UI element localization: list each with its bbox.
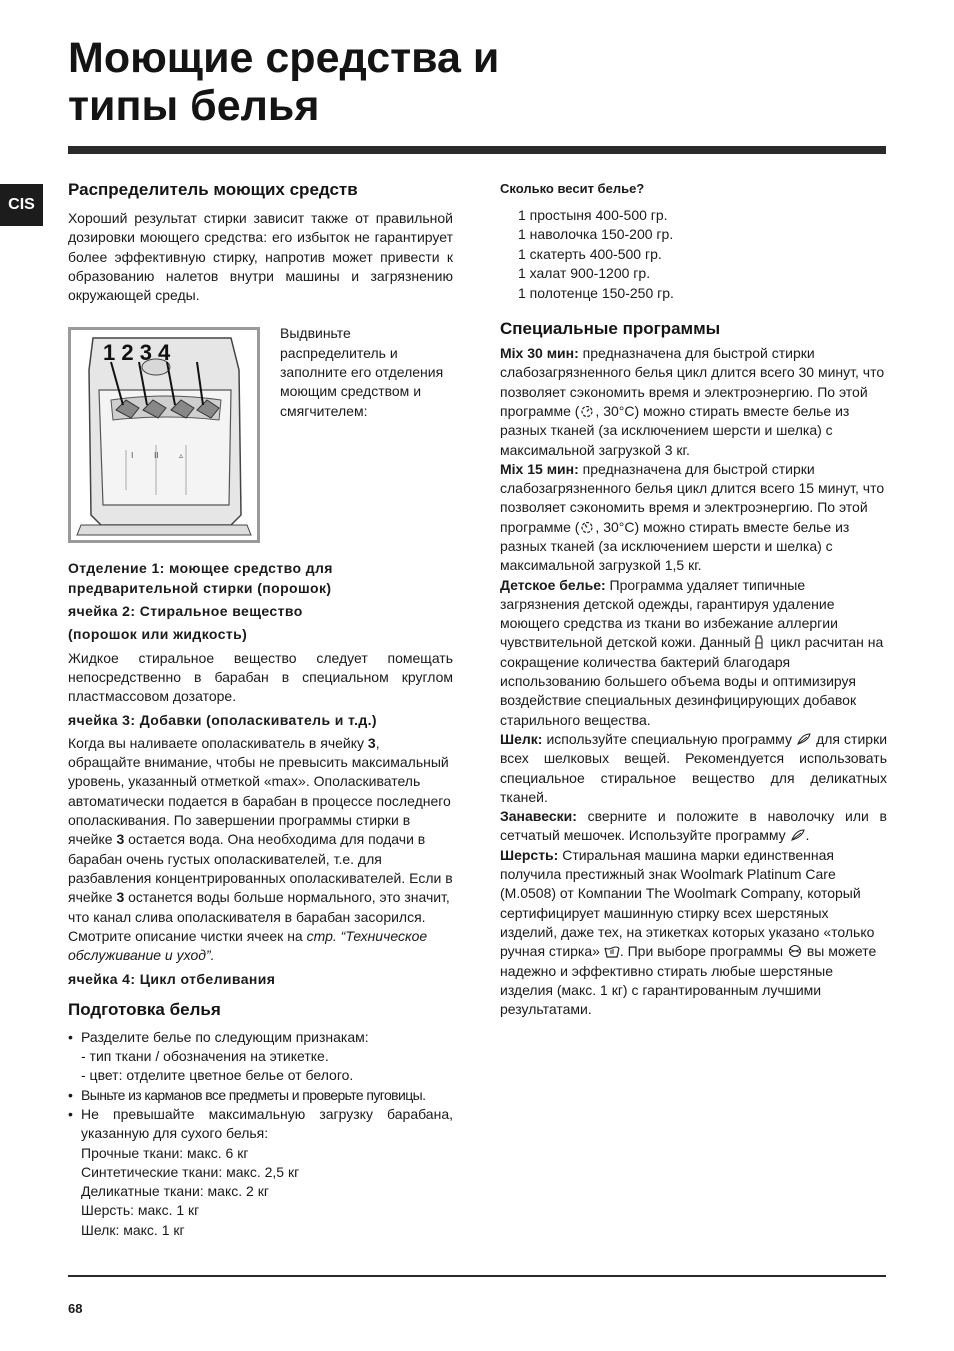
svg-text:▵: ▵ xyxy=(179,451,184,461)
mix15-text: , 30°C) можно стирать вместе белье из разных тканей (за исключением шерсти и шелка) с максимальной загрузкой 1,5 кг. xyxy=(500,518,850,574)
weight-heading: Сколько весит белье? xyxy=(500,181,645,196)
compartment-number: 3 xyxy=(116,889,125,906)
list-item-text: Деликатные ткани: макс. 2 кг xyxy=(81,1183,269,1200)
mix30-paragraph xyxy=(500,344,887,460)
page-title-line-1: Моющие средства и xyxy=(68,34,500,82)
preparation-heading: Подготовка белья xyxy=(68,999,221,1019)
list-item-text: Шерсть: макс. 1 кг xyxy=(81,1202,200,1219)
list-item: 1 халат 900-1200 гр. xyxy=(518,265,651,282)
mix-timer-icon xyxy=(579,520,595,534)
mix30-text: , 30°C) можно стирать вместе белье из разных тканей (за исключением шерсти и шелка) с максимальной загрузкой 3 кг. xyxy=(500,402,850,458)
mix15-paragraph xyxy=(500,460,887,576)
list-item: • Не превышайте максимальную загрузку барабана, указанную для сухого белья: Прочные ткани: макс. 6 кг Синтетические ткани: макс. 2,5 кг Деликатные ткани: макс. 2 кг Шерсть: макс. 1 кг Шелк: макс. 1 кг xyxy=(68,1105,453,1240)
wool-text: вы можете надежно и эффективно стирать любые шерстяные изделия (макс. 1 кг) с гарантированным лучшими результатами. xyxy=(500,943,877,1018)
list-item-text: Прочные ткани: макс. 6 кг xyxy=(81,1144,249,1161)
language-tab: CIS xyxy=(0,184,43,226)
compartment-4-title: ячейка 4: Цикл отбеливания xyxy=(68,971,276,988)
compartment-number: 3 xyxy=(116,831,125,848)
compartment-3-text xyxy=(68,734,453,966)
compartment-3-title: ячейка 3: Добавки (ополаскиватель и т.д.) xyxy=(68,711,377,728)
wool-text: . При выборе программы xyxy=(619,943,784,960)
silk-text: используйте специальную программу xyxy=(542,730,792,747)
wool-paragraph xyxy=(500,846,887,1020)
list-item-text: - тип ткани / обозначения на этикетке. xyxy=(81,1048,329,1065)
right-column xyxy=(500,178,887,1019)
baby-bottle-icon xyxy=(751,635,767,649)
baby-label: Детское белье: xyxy=(500,576,606,593)
baby-text: Программа удаляет типичные загрязнения детской одежды, гарантируя удаление моющего средства из ткани во избежание аллергии чувствительной детской кожи. Данный xyxy=(500,576,838,651)
dispenser-heading: Распределитель моющих средств xyxy=(68,180,358,199)
list-item: • Выньте из карманов все предметы и проверьте пуговицы. xyxy=(68,1086,453,1105)
compartment-3-text-part: остается вода. Она необходима для подачи в барабан очень густых ополаскивателей, т.е. для разбавления концентрированных ополаскивателей. Если в ячейке xyxy=(68,831,453,906)
silk-feather-icon xyxy=(796,732,812,746)
mix15-label: Mix 15 мин: xyxy=(500,460,579,477)
mix30-label: Mix 30 мин: xyxy=(500,345,579,362)
baby-text: цикл расчитан на сокращение количества бактерий благодаря использованию большего объема воды и оптимизируя воздействие специальных дезинфицирующих добавок старильного вещества. xyxy=(500,634,884,728)
compartment-numbers: 1 2 3 4 xyxy=(103,340,171,366)
list-item-text: Не превышайте максимальную загрузку барабана, указанную для сухого белья: xyxy=(81,1105,453,1142)
bottom-rule xyxy=(68,1275,886,1277)
curtains-label: Занавески: xyxy=(500,808,577,825)
silk-feather-icon xyxy=(790,828,806,842)
detergent-drawer-illustration xyxy=(71,330,257,540)
silk-paragraph xyxy=(500,730,887,807)
list-item: 1 наволочка 150-200 гр. xyxy=(518,226,674,243)
special-programs-heading: Специальные программы xyxy=(500,319,721,339)
list-item-text: Разделите белье по следующим признакам: xyxy=(81,1028,369,1045)
wool-ball-icon xyxy=(787,944,803,958)
list-item-text: Синтетические ткани: макс. 2,5 кг xyxy=(81,1163,300,1180)
silk-text: для стирки всех шелковых вещей. Рекомендуется использовать специальное стиральное вещество для деликатных тканей. xyxy=(500,730,888,805)
page-number: 68 xyxy=(68,1301,83,1316)
curtains-text: . xyxy=(805,827,810,844)
list-item: 1 полотенце 150-250 гр. xyxy=(518,284,674,301)
compartment-1-title: Отделение 1: моющее средство для предварительной стирки (порошок) xyxy=(68,560,333,596)
wool-label: Шерсть: xyxy=(500,846,559,863)
list-item-text: - цвет: отделите цветное белье от белого. xyxy=(81,1067,354,1084)
hand-wash-tub-icon xyxy=(604,944,620,958)
compartment-2-title-line-1: ячейка 2: Стиральное вещество xyxy=(68,603,303,620)
compartment-2-title-line-2: (порошок или жидкость) xyxy=(68,626,248,643)
weights-list xyxy=(500,206,887,303)
dispenser-intro: Хороший результат стирки зависит также от правильной дозировки моющего средства: его избыток не гарантирует более эффективную стирку, напротив может привести к образованию налетов внутри машины и загрязнению окружающей среды. xyxy=(68,210,453,304)
compartment-number: 3 xyxy=(367,734,376,751)
curtains-paragraph xyxy=(500,807,887,846)
left-column xyxy=(68,178,453,1240)
mix30-text: предназначена для быстрой стирки слабозагрязненного белья цикл длится всего 30 минут, что позволяет сэкономить время и электроэнергию. По этой программе ( xyxy=(500,345,885,419)
wool-text: Стиральная машина марки единственная получила престижный знак Woolmark Platinum Care (M.0508) от Компании The Woolmark Company, который сертифицирует машинную стирку всех шерстяных изделий, даже тех, на этикетках которых указано «только ручная стирка» xyxy=(500,846,875,960)
maintenance-reference: стр. “Техническое обслуживание и уход”. xyxy=(68,927,428,964)
dispenser-figure xyxy=(68,327,260,543)
list-item: • Разделите белье по следующим признакам: - тип ткани / обозначения на этикетке. - цвет: отделите цветное белье от белого. xyxy=(68,1028,453,1086)
compartment-3-text-part: Когда вы наливаете ополаскиватель в ячейку xyxy=(68,734,365,751)
mix15-text: предназначена для быстрой стирки слабозагрязненного белья цикл длится всего 15 минут, что позволяет сэкономить время и электроэнергию. По этой программе ( xyxy=(500,460,885,535)
list-item: 1 скатерть 400-500 гр. xyxy=(518,245,662,262)
page-title-line-2: типы белья xyxy=(68,82,320,130)
dispenser-figure-row xyxy=(68,327,453,543)
baby-paragraph xyxy=(500,576,887,730)
silk-label: Шелк: xyxy=(500,730,543,747)
mix-timer-icon xyxy=(579,404,595,418)
list-item-text: Выньте из карманов все предметы и проверьте пуговицы. xyxy=(81,1086,426,1103)
curtains-text: сверните и положите в наволочку или в сетчатый мешочек. Используйте программу xyxy=(500,808,887,844)
figure-caption: Выдвиньте распределитель и заполните его отделения моющим средством и смягчителем: xyxy=(280,325,444,419)
compartment-2-text: Жидкое стиральное вещество следует помещать непосредственно в барабан в специальном круглом пластмассовом дозаторе. xyxy=(68,649,453,705)
compartment-3-text-part: , обращайте внимание, чтобы не превысить максимальный уровень, указанный отметкой «max». Ополаскиватель автоматически подается в барабан в процессе последнего ополаскивания. По завершении программы стирки в ячейке xyxy=(68,734,451,848)
svg-text:I: I xyxy=(131,451,134,461)
compartment-3-text-part: останется воды больше нормального, это значит, что канал слива ополаскивателя в барабан засорился. Смотрите описание чистки ячеек на xyxy=(68,889,450,944)
top-rule xyxy=(68,146,886,154)
preparation-list xyxy=(68,1028,453,1240)
list-item: 1 простыня 400-500 гр. xyxy=(518,207,668,223)
page-title xyxy=(68,34,499,130)
svg-text:II: II xyxy=(154,451,159,461)
list-item-text: Шелк: макс. 1 кг xyxy=(81,1221,185,1238)
